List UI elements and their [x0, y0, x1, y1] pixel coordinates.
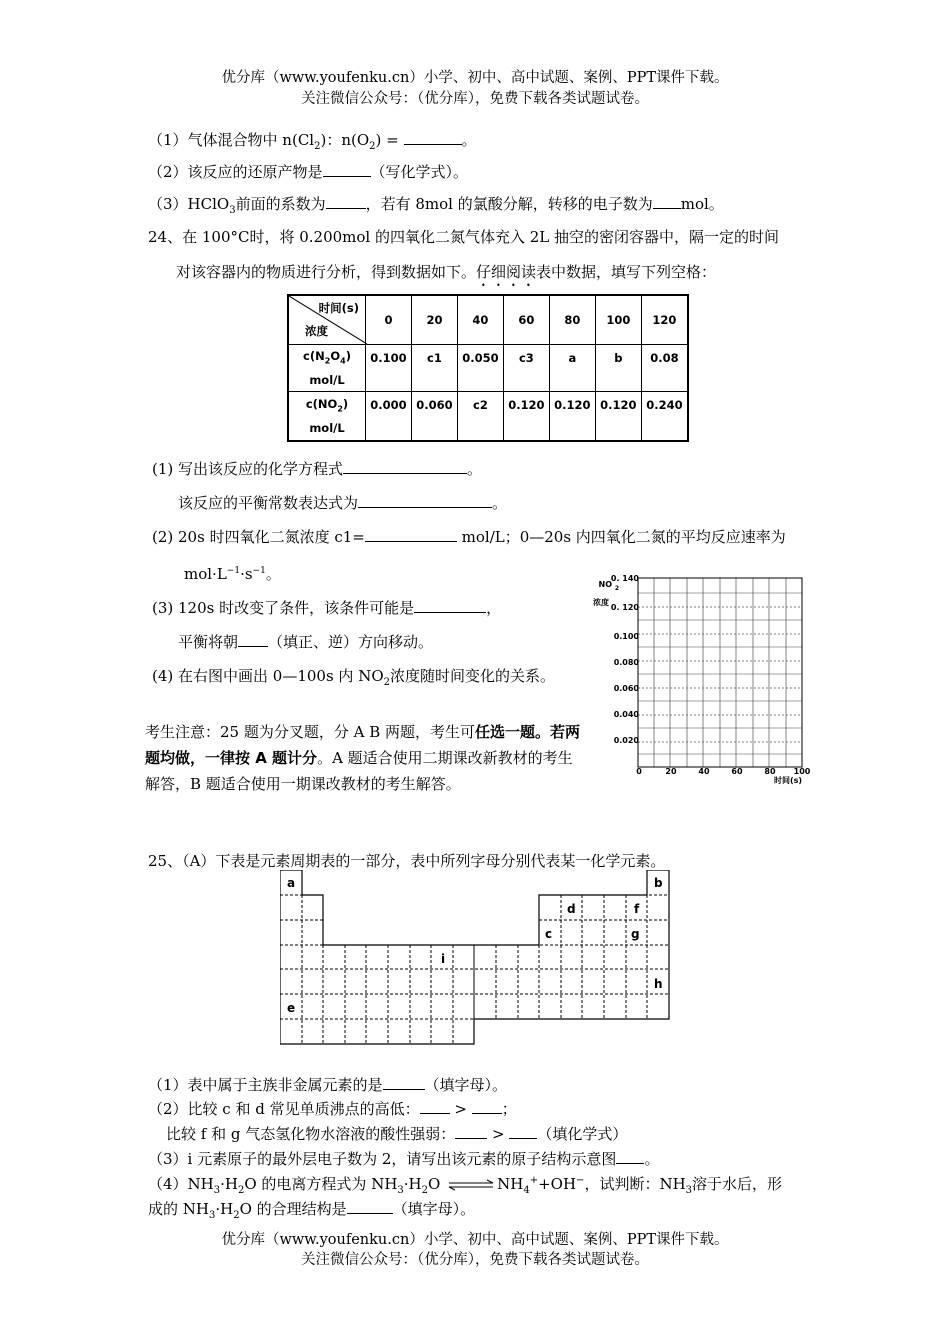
element-b: b [654, 876, 663, 890]
row-label-n2o4: $c(N_2O_4)$ mol/L [288, 345, 366, 392]
equilibrium-arrow-icon [445, 1177, 497, 1189]
corner-time-label: 时间(s) [318, 301, 359, 315]
time-header: 100 [595, 295, 641, 345]
page-footer-line2: 关注微信公众号：（优分库），免费下载各类试题试卷。 [301, 1252, 649, 1268]
periodic-table-fragment [280, 870, 672, 1048]
graph-x-tick: 100 [793, 767, 811, 776]
table-cell: 0.120 [503, 392, 549, 442]
q24-part4: (4) 在右图中画出 0—100s 内 $NO_2$浓度随时间变化的关系。 [152, 667, 556, 688]
table-cell: 0.120 [549, 392, 595, 442]
q25-part2-line1: （2）比较 c 和 d 常见单质沸点的高低： > ； [148, 1100, 517, 1118]
q23-part3: （3）HClO$_3$前面的系数为 ，若有 8mol 的氯酸分解，转移的电子数为 mol。 [148, 195, 724, 216]
q25-intro: 25、（A）下表是元素周期表的一部分，表中所列字母分别代表某一化学元素。 [148, 852, 666, 870]
q24-part2-line2: $mol\cdot L^{-1}\cdot s^{-1}$。 [184, 565, 281, 583]
time-header: 80 [549, 295, 595, 345]
element-d: d [567, 902, 576, 916]
page-header-line2: 关注微信公众号：（优分库），免费下载各类试题试卷。 [301, 91, 649, 107]
graph-x-axis-label: 时间(s) [773, 776, 803, 785]
page-footer-line1: 优分库（www.youfenku.cn）小学、初中、高中试题、案例、PPT课件下载。 [221, 1232, 729, 1248]
graph-y-axis-label: NO [598, 580, 612, 589]
q24-part1-equation: (1) 写出该反应的化学方程式 。 [152, 460, 483, 478]
q25-part2-line2: 比较 f 和 g 气态氢化物水溶液的酸性强弱： > （填化学式） [166, 1125, 628, 1143]
graph-y-tick: 0. 120 [610, 603, 639, 612]
no2-concentration-graph [585, 570, 815, 790]
table-cell: 0.050 [457, 345, 503, 392]
time-header: 60 [503, 295, 549, 345]
exam-notice: 考生注意：25 题为分叉题，分 A B 两题，考生可任选一题。若两题均做，一律按 A 题计分。A 题适合使用二期课改新教材的考生解答，B 题适合使用一期课改教材的考生解答。 [145, 723, 581, 793]
concentration-table [287, 294, 689, 442]
time-header: 40 [457, 295, 503, 345]
element-c: c [545, 927, 553, 941]
element-f: f [634, 902, 640, 916]
q25-part3: （3）i 元素原子的最外层电子数为 2，请写出该元素的原子结构示意图 。 [148, 1150, 660, 1168]
table-cell: 0.000 [366, 392, 412, 442]
graph-y-axis-label-conc: 浓度 [593, 598, 609, 607]
time-header: 20 [411, 295, 457, 345]
q23-part1: （1）气体混合物中 $n(Cl_2)$：$n(O_2)$ = 。 [148, 131, 477, 152]
table-cell: c1 [411, 345, 457, 392]
q24-intro-line1: 24、在 100°C时，将 0.200mol 的四氧化二氮气体充入 2L 抽空的密闭容器中，隔一定的时间 [148, 228, 780, 246]
graph-y-tick: 0.100 [613, 632, 639, 641]
q23-part2: （2）该反应的还原产物是 （写化学式）。 [148, 163, 469, 181]
time-header: 0 [366, 295, 412, 345]
q25-part1: （1）表中属于主族非金属元素的是 （填字母）。 [148, 1076, 508, 1094]
table-cell: 0.060 [411, 392, 457, 442]
page-header-line1: 优分库（www.youfenku.cn）小学、初中、高中试题、案例、PPT课件下载。 [221, 70, 729, 86]
table-cell: 0.100 [366, 345, 412, 392]
element-g: g [631, 927, 640, 941]
q25-part4-line2: 成的 $NH_3\cdot H_2O$ 的合理结构是 （填字母）。 [148, 1200, 476, 1221]
graph-y-tick: 0.080 [613, 658, 639, 667]
q24-intro-line2: 对该容器内的物质进行分析，得到数据如下。仔细阅读表中数据，填写下列空格： [176, 263, 717, 281]
graph-y-tick: 0.060 [613, 684, 639, 693]
graph-y-tick: 0.020 [613, 736, 639, 745]
q24-part1-constant: 该反应的平衡常数表达式为 。 [178, 494, 508, 512]
table-cell: 0.08 [641, 345, 688, 392]
time-header: 120 [641, 295, 688, 345]
graph-y-tick: 0. 140 [610, 574, 639, 583]
graph-y-axis-label-sub: 2 [614, 585, 619, 592]
element-i: i [441, 952, 446, 966]
graph-origin: 0 [636, 767, 642, 776]
corner-conc-label: 浓度 [305, 324, 328, 338]
table-cell: a [549, 345, 595, 392]
table-cell: c3 [503, 345, 549, 392]
table-cell: 0.240 [641, 392, 688, 442]
element-e: e [287, 1001, 296, 1015]
table-cell: 0.120 [595, 392, 641, 442]
table-cell: b [595, 345, 641, 392]
graph-x-tick: 60 [731, 767, 743, 776]
element-h: h [654, 977, 663, 991]
graph-y-tick: 0.040 [613, 710, 639, 719]
q25-part4-line1: $(4)NH_3\cdot H_2O$ 的电离方程式为 $NH_3\cdot H_2O$ $NH_4^++OH^-$，试判断：$NH_3$溶于水后，形 [148, 1175, 783, 1196]
q24-part3-line1: (3) 120s 时改变了条件，该条件可能是 ， [152, 599, 502, 617]
table-cell: c2 [457, 392, 503, 442]
graph-x-tick: 80 [764, 767, 776, 776]
q24-part2-line1: (2) 20s 时四氧化二氮浓度 c1= mol/L；0—20s 内四氧化二氮的平均反应速率为 [152, 528, 786, 546]
element-a: a [287, 876, 296, 890]
table-corner-cell [288, 295, 366, 345]
graph-x-tick: 40 [698, 767, 710, 776]
q24-part3-line2: 平衡将朝 （填正、逆）方向移动。 [178, 633, 434, 651]
row-label-no2: $c(NO_2)$ mol/L [288, 392, 366, 442]
graph-x-tick: 20 [665, 767, 677, 776]
